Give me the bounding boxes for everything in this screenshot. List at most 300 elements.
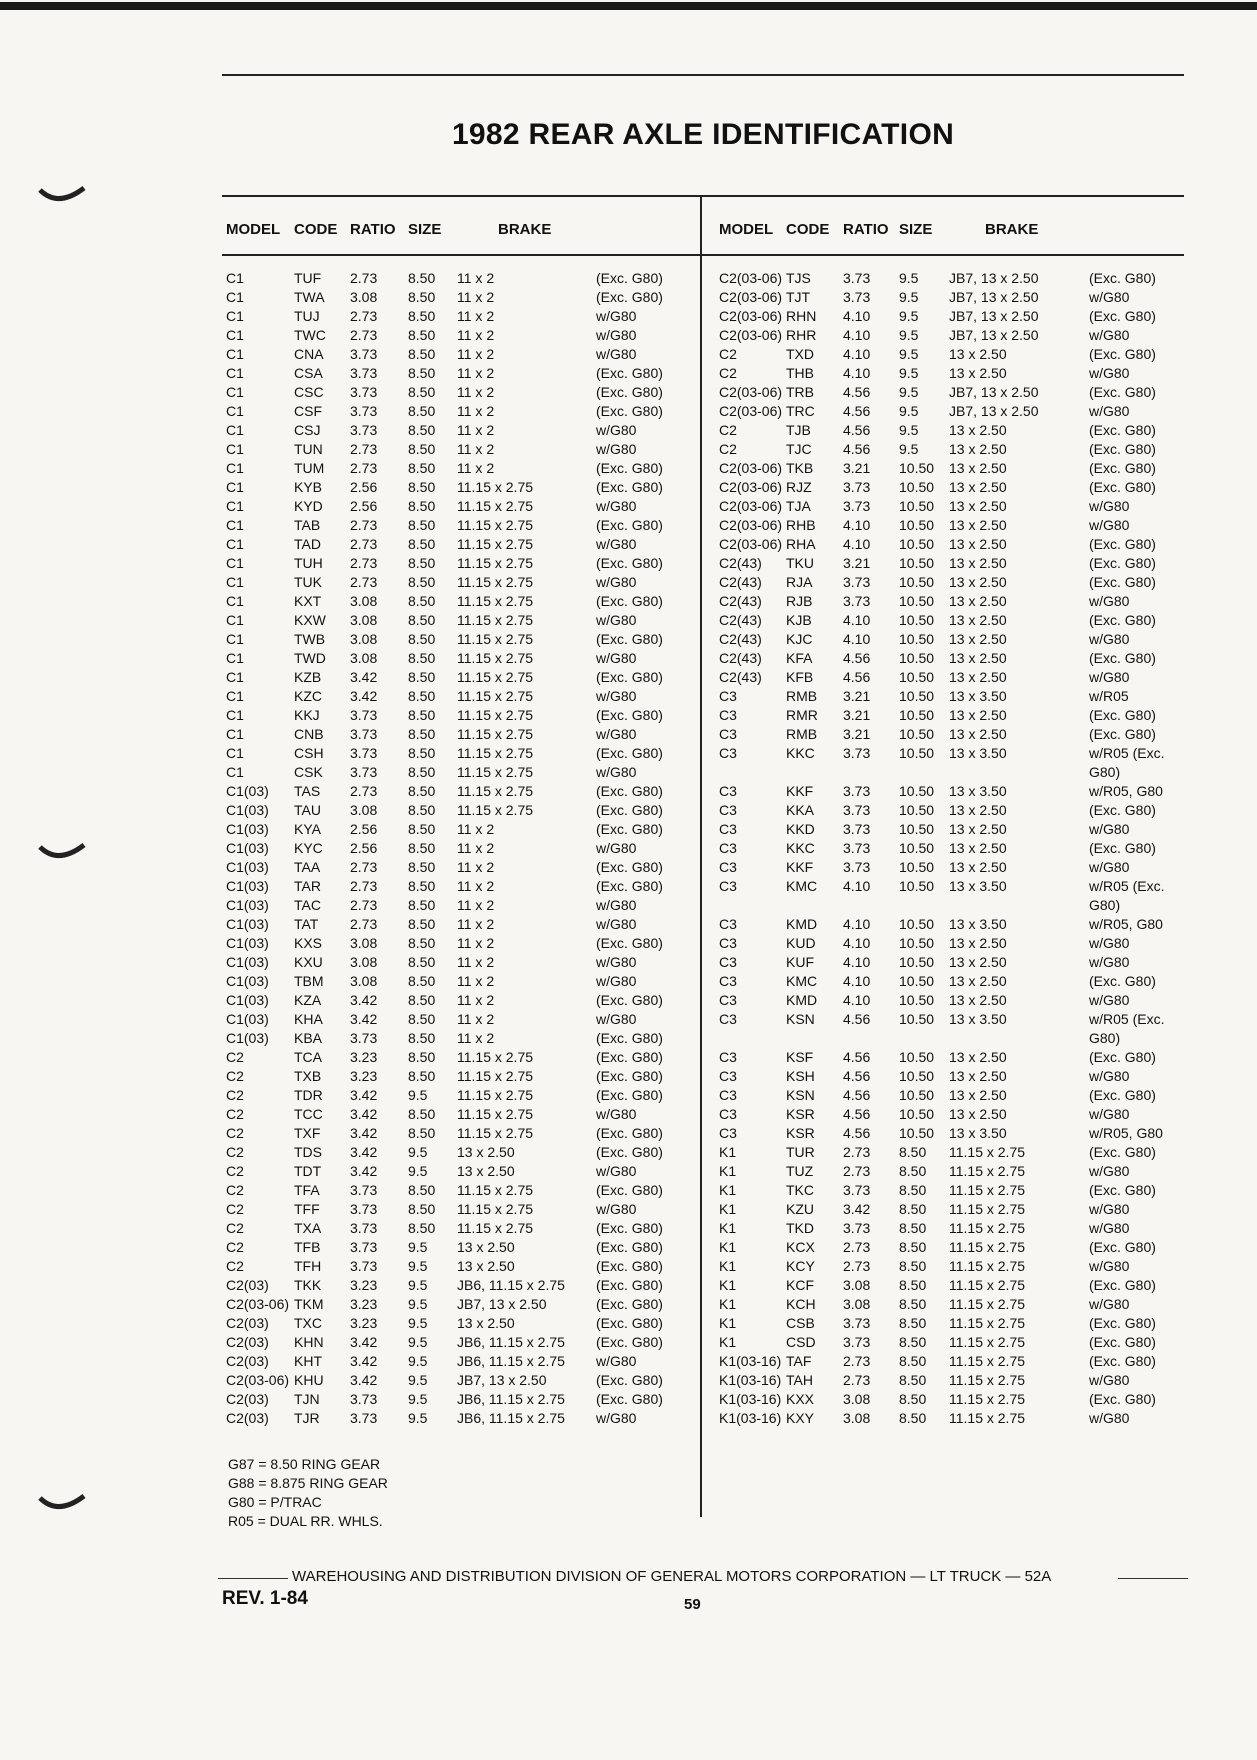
brake-cell: JB7, 13 x 2.50	[457, 1296, 547, 1312]
code-cell: KFA	[786, 650, 813, 666]
ratio-cell: 4.10	[843, 327, 871, 343]
note-cell: w/G80	[596, 1163, 637, 1179]
note-cell: (Exc. G80)	[596, 1239, 663, 1255]
model-cell: C1(03)	[226, 916, 269, 932]
note-cell: (Exc. G80)	[596, 859, 663, 875]
note-cell: (Exc. G80)	[596, 460, 663, 476]
size-cell: 9.5	[408, 1410, 428, 1426]
model-cell: C2	[226, 1182, 244, 1198]
size-cell: 10.50	[899, 802, 935, 818]
footer-division-text: WAREHOUSING AND DISTRIBUTION DIVISION OF GENERAL MOTORS CORPORATION — LT TRUCK — 52A	[292, 1568, 1052, 1585]
code-cell: KFB	[786, 669, 814, 685]
model-cell: C1	[226, 403, 244, 419]
note-cell: (Exc. G80)	[1089, 650, 1156, 666]
size-cell: 10.50	[899, 631, 935, 647]
size-cell: 8.50	[899, 1391, 927, 1407]
size-cell: 8.50	[899, 1163, 927, 1179]
ratio-cell: 3.73	[350, 745, 378, 761]
note-cell: (Exc. G80)	[596, 783, 663, 799]
ratio-cell: 4.56	[843, 650, 871, 666]
model-cell: C1	[226, 688, 244, 704]
ratio-cell: 3.73	[843, 1334, 871, 1350]
model-cell: C2	[226, 1239, 244, 1255]
code-cell: TFH	[294, 1258, 322, 1274]
brake-cell: 11 x 2	[457, 821, 495, 837]
brake-cell: JB6, 11.15 x 2.75	[457, 1277, 565, 1293]
code-cell: TFF	[294, 1201, 320, 1217]
code-cell: TAU	[294, 802, 321, 818]
code-cell: KYD	[294, 498, 323, 514]
ratio-cell: 4.10	[843, 308, 871, 324]
model-cell: C3	[719, 707, 737, 723]
ratio-cell: 3.73	[843, 1315, 871, 1331]
footer-rule-left	[218, 1578, 288, 1579]
note-cell: w/G80	[1089, 1372, 1130, 1388]
size-cell: 9.5	[899, 270, 919, 286]
code-cell: TDS	[294, 1144, 322, 1160]
brake-cell: JB6, 11.15 x 2.75	[457, 1391, 565, 1407]
note-cell: w/G80	[1089, 1106, 1130, 1122]
size-cell: 10.50	[899, 916, 935, 932]
header-model: MODEL	[719, 221, 774, 238]
note-cell: (Exc. G80)	[596, 1068, 663, 1084]
model-cell: C3	[719, 688, 737, 704]
code-cell: KSH	[786, 1068, 815, 1084]
ratio-cell: 2.73	[350, 517, 378, 533]
brake-cell: 13 x 3.50	[949, 916, 1007, 932]
size-cell: 8.50	[408, 479, 436, 495]
code-cell: RHB	[786, 517, 816, 533]
size-cell: 8.50	[408, 612, 436, 628]
model-cell: K1	[719, 1296, 737, 1312]
page-number: 59	[684, 1596, 701, 1613]
ratio-cell: 2.73	[843, 1144, 871, 1160]
brake-cell: 11.15 x 2.75	[457, 498, 534, 514]
ratio-cell: 2.73	[350, 270, 378, 286]
note-cell: (Exc. G80)	[1089, 726, 1156, 742]
brake-cell: 13 x 2.50	[949, 973, 1007, 989]
size-cell: 10.50	[899, 479, 935, 495]
size-cell: 9.5	[899, 422, 919, 438]
ratio-cell: 3.42	[350, 1144, 378, 1160]
ratio-cell: 2.56	[350, 479, 378, 495]
brake-cell: 11 x 2	[457, 1011, 495, 1027]
code-cell: CSD	[786, 1334, 816, 1350]
model-cell: C1(03)	[226, 1011, 269, 1027]
brake-cell: 11.15 x 2.75	[949, 1410, 1026, 1426]
code-cell: TRC	[786, 403, 815, 419]
brake-cell: 13 x 2.50	[457, 1239, 515, 1255]
size-cell: 9.5	[899, 308, 919, 324]
header-size: SIZE	[899, 221, 933, 238]
size-cell: 8.50	[408, 669, 436, 685]
size-cell: 9.5	[408, 1334, 428, 1350]
model-cell: C1	[226, 669, 244, 685]
legend-item: G87 = 8.50 RING GEAR	[228, 1456, 381, 1472]
code-cell: TXF	[294, 1125, 321, 1141]
code-cell: TBM	[294, 973, 324, 989]
footer-rule-right	[1118, 1578, 1188, 1579]
model-cell: C3	[719, 1087, 737, 1103]
code-cell: CNA	[294, 346, 324, 362]
model-cell: C3	[719, 935, 737, 951]
ratio-cell: 4.10	[843, 517, 871, 533]
size-cell: 8.50	[408, 1030, 436, 1046]
note-cell: w/G80	[596, 764, 637, 780]
model-cell: C1	[226, 422, 244, 438]
ratio-cell: 4.10	[843, 935, 871, 951]
model-cell: C2(43)	[719, 612, 762, 628]
model-cell: C1(03)	[226, 973, 269, 989]
page-title: 1982 REAR AXLE IDENTIFICATION	[451, 118, 955, 151]
note-cell: (Exc. G80)	[596, 1391, 663, 1407]
size-cell: 8.50	[408, 992, 436, 1008]
code-cell: RJZ	[786, 479, 812, 495]
size-cell: 8.50	[899, 1296, 927, 1312]
code-cell: TUN	[294, 441, 323, 457]
size-cell: 8.50	[899, 1239, 927, 1255]
note-cell: (Exc. G80)	[1089, 308, 1156, 324]
size-cell: 8.50	[408, 1106, 436, 1122]
size-cell: 10.50	[899, 1068, 935, 1084]
model-cell: C2	[226, 1144, 244, 1160]
size-cell: 10.50	[899, 1125, 935, 1141]
brake-cell: 13 x 2.50	[949, 802, 1007, 818]
model-cell: C1(03)	[226, 992, 269, 1008]
code-cell: TDR	[294, 1087, 323, 1103]
model-cell: C3	[719, 859, 737, 875]
ratio-cell: 2.73	[350, 327, 378, 343]
code-cell: KSN	[786, 1011, 815, 1027]
code-cell: KCF	[786, 1277, 814, 1293]
model-cell: C2	[226, 1125, 244, 1141]
size-cell: 9.5	[408, 1258, 428, 1274]
model-cell: C1	[226, 479, 244, 495]
brake-cell: 13 x 2.50	[949, 593, 1007, 609]
note-cell: w/G80	[1089, 1163, 1130, 1179]
ratio-cell: 3.73	[843, 1182, 871, 1198]
brake-cell: 11 x 2	[457, 308, 495, 324]
size-cell: 8.50	[408, 1182, 436, 1198]
brake-cell: 13 x 2.50	[949, 441, 1007, 457]
brake-cell: 11 x 2	[457, 916, 495, 932]
size-cell: 10.50	[899, 555, 935, 571]
size-cell: 8.50	[408, 1125, 436, 1141]
size-cell: 9.5	[899, 403, 919, 419]
code-cell: KXT	[294, 593, 322, 609]
code-cell: RJB	[786, 593, 813, 609]
size-cell: 8.50	[408, 935, 436, 951]
ratio-cell: 2.73	[350, 441, 378, 457]
note-cell: (Exc. G80)	[1089, 1353, 1156, 1369]
note-cell: (Exc. G80)	[596, 1087, 663, 1103]
note-cell: (Exc. G80)	[596, 555, 663, 571]
code-cell: KHA	[294, 1011, 323, 1027]
ratio-cell: 2.73	[350, 859, 378, 875]
brake-cell: 11.15 x 2.75	[949, 1258, 1026, 1274]
ratio-cell: 4.10	[843, 536, 871, 552]
brake-cell: 11 x 2	[457, 897, 495, 913]
size-cell: 9.5	[408, 1315, 428, 1331]
code-cell: CSK	[294, 764, 323, 780]
ratio-cell: 3.73	[350, 764, 378, 780]
size-cell: 10.50	[899, 669, 935, 685]
code-cell: TUZ	[786, 1163, 814, 1179]
model-cell: C3	[719, 973, 737, 989]
model-cell: C2(03-06)	[719, 479, 783, 495]
size-cell: 10.50	[899, 688, 935, 704]
code-cell: TJS	[786, 270, 811, 286]
brake-cell: 13 x 2.50	[949, 612, 1007, 628]
code-cell: TJA	[786, 498, 811, 514]
note-cell: w/G80	[596, 973, 637, 989]
size-cell: 8.50	[899, 1410, 927, 1426]
brake-cell: 13 x 3.50	[949, 783, 1007, 799]
ratio-cell: 2.73	[350, 536, 378, 552]
brake-cell: 11 x 2	[457, 270, 495, 286]
size-cell: 8.50	[408, 1201, 436, 1217]
model-cell: C3	[719, 1125, 737, 1141]
model-cell: C1	[226, 612, 244, 628]
size-cell: 8.50	[899, 1353, 927, 1369]
size-cell: 10.50	[899, 992, 935, 1008]
size-cell: 8.50	[408, 688, 436, 704]
model-cell: C3	[719, 745, 737, 761]
ratio-cell: 3.42	[350, 1353, 378, 1369]
size-cell: 8.50	[408, 821, 436, 837]
note-cell: w/G80	[596, 1106, 637, 1122]
ratio-cell: 4.10	[843, 612, 871, 628]
ratio-cell: 3.73	[843, 270, 871, 286]
code-cell: KUF	[786, 954, 814, 970]
ratio-cell: 3.08	[350, 593, 378, 609]
size-cell: 8.50	[408, 745, 436, 761]
ratio-cell: 3.73	[843, 840, 871, 856]
size-cell: 10.50	[899, 650, 935, 666]
code-cell: KMD	[786, 992, 818, 1008]
note-cell: w/G80	[596, 954, 637, 970]
ratio-cell: 3.73	[843, 1220, 871, 1236]
note-cell: (Exc. G80)	[1089, 422, 1156, 438]
note-cell: (Exc. G80)	[1089, 802, 1156, 818]
brake-cell: 11 x 2	[457, 840, 495, 856]
note-cell: G80)	[1089, 764, 1121, 780]
note-cell: w/G80	[596, 726, 637, 742]
brake-cell: 11 x 2	[457, 460, 495, 476]
size-cell: 8.50	[408, 1068, 436, 1084]
brake-cell: 11.15 x 2.75	[457, 631, 534, 647]
note-cell: w/G80	[1089, 1201, 1130, 1217]
note-cell: (Exc. G80)	[1089, 707, 1156, 723]
code-cell: TKB	[786, 460, 814, 476]
note-cell: (Exc. G80)	[596, 935, 663, 951]
size-cell: 9.5	[408, 1087, 428, 1103]
size-cell: 8.50	[899, 1277, 927, 1293]
note-cell: (Exc. G80)	[1089, 840, 1156, 856]
code-cell: KSR	[786, 1106, 815, 1122]
note-cell: w/G80	[1089, 498, 1130, 514]
brake-cell: 11.15 x 2.75	[457, 688, 534, 704]
legend-item: G80 = P/TRAC	[228, 1494, 322, 1510]
size-cell: 8.50	[899, 1201, 927, 1217]
note-cell: (Exc. G80)	[596, 1030, 663, 1046]
model-cell: K1(03-16)	[719, 1353, 782, 1369]
brake-cell: 13 x 2.50	[457, 1258, 515, 1274]
note-cell: w/G80	[1089, 821, 1130, 837]
note-cell: w/G80	[1089, 1258, 1130, 1274]
header-code: CODE	[294, 221, 338, 238]
code-cell: KKF	[786, 783, 814, 799]
model-cell: C2	[226, 1258, 244, 1274]
code-cell: KHU	[294, 1372, 324, 1388]
code-cell: TWA	[294, 289, 325, 305]
note-cell: w/G80	[1089, 992, 1130, 1008]
note-cell: w/R05, G80	[1089, 783, 1163, 799]
ratio-cell: 2.73	[350, 574, 378, 590]
ratio-cell: 4.10	[843, 878, 871, 894]
model-cell: C1	[226, 707, 244, 723]
model-cell: K1	[719, 1163, 737, 1179]
note-cell: (Exc. G80)	[596, 1220, 663, 1236]
ratio-cell: 3.42	[350, 1334, 378, 1350]
binder-hole-mark	[38, 843, 88, 863]
brake-cell: JB7, 13 x 2.50	[949, 289, 1039, 305]
brake-cell: 13 x 2.50	[457, 1163, 515, 1179]
size-cell: 10.50	[899, 1049, 935, 1065]
model-cell: C2	[226, 1106, 244, 1122]
ratio-cell: 3.21	[843, 707, 871, 723]
ratio-cell: 4.56	[843, 1106, 871, 1122]
size-cell: 8.50	[408, 517, 436, 533]
brake-cell: 11 x 2	[457, 878, 495, 894]
note-cell: (Exc. G80)	[1089, 1334, 1156, 1350]
size-cell: 10.50	[899, 574, 935, 590]
model-cell: C1	[226, 631, 244, 647]
note-cell: (Exc. G80)	[596, 1182, 663, 1198]
model-cell: C1(03)	[226, 840, 269, 856]
code-cell: KMD	[786, 916, 818, 932]
note-cell: w/G80	[1089, 289, 1130, 305]
model-cell: C2	[226, 1068, 244, 1084]
note-cell: (Exc. G80)	[596, 1049, 663, 1065]
header-model: MODEL	[226, 221, 281, 238]
model-cell: C2(43)	[719, 631, 762, 647]
code-cell: TRB	[786, 384, 814, 400]
ratio-cell: 3.08	[350, 612, 378, 628]
note-cell: (Exc. G80)	[596, 289, 663, 305]
brake-cell: 11.15 x 2.75	[949, 1353, 1026, 1369]
brake-cell: 13 x 2.50	[949, 479, 1007, 495]
brake-cell: JB6, 11.15 x 2.75	[457, 1410, 565, 1426]
size-cell: 9.5	[408, 1296, 428, 1312]
ratio-cell: 2.73	[350, 460, 378, 476]
note-cell: w/G80	[596, 612, 637, 628]
ratio-cell: 3.08	[843, 1391, 871, 1407]
model-cell: C1	[226, 517, 244, 533]
code-cell: KMC	[786, 973, 818, 989]
note-cell: w/R05, G80	[1089, 1125, 1163, 1141]
brake-cell: 11.15 x 2.75	[457, 1049, 534, 1065]
code-cell: KZA	[294, 992, 322, 1008]
ratio-cell: 3.73	[350, 384, 378, 400]
brake-cell: 11.15 x 2.75	[949, 1277, 1026, 1293]
size-cell: 10.50	[899, 726, 935, 742]
brake-cell: 11.15 x 2.75	[457, 479, 534, 495]
note-cell: (Exc. G80)	[596, 802, 663, 818]
ratio-cell: 3.73	[843, 821, 871, 837]
size-cell: 9.5	[408, 1144, 428, 1160]
code-cell: TWC	[294, 327, 326, 343]
header-brake: BRAKE	[985, 221, 1039, 238]
note-cell: (Exc. G80)	[1089, 479, 1156, 495]
size-cell: 10.50	[899, 859, 935, 875]
note-cell: w/R05, G80	[1089, 916, 1163, 932]
model-cell: C3	[719, 840, 737, 856]
size-cell: 8.50	[899, 1220, 927, 1236]
ratio-cell: 4.56	[843, 1087, 871, 1103]
brake-cell: 11 x 2	[457, 346, 495, 362]
note-cell: (Exc. G80)	[1089, 441, 1156, 457]
note-cell: (Exc. G80)	[1089, 1144, 1156, 1160]
size-cell: 8.50	[899, 1334, 927, 1350]
ratio-cell: 3.08	[350, 973, 378, 989]
brake-cell: 13 x 2.50	[949, 726, 1007, 742]
ratio-cell: 3.42	[350, 1106, 378, 1122]
ratio-cell: 3.73	[350, 1182, 378, 1198]
code-cell: RMB	[786, 726, 818, 742]
note-cell: w/G80	[1089, 327, 1130, 343]
model-cell: C1(03)	[226, 954, 269, 970]
size-cell: 10.50	[899, 612, 935, 628]
brake-cell: 11 x 2	[457, 422, 495, 438]
code-cell: RMR	[786, 707, 818, 723]
ratio-cell: 3.73	[350, 1391, 378, 1407]
code-cell: KUD	[786, 935, 816, 951]
note-cell: (Exc. G80)	[596, 479, 663, 495]
code-cell: TUR	[786, 1144, 815, 1160]
ratio-cell: 3.73	[843, 593, 871, 609]
code-cell: KKC	[786, 840, 815, 856]
brake-cell: 11.15 x 2.75	[457, 574, 534, 590]
header-brake: BRAKE	[498, 221, 552, 238]
code-cell: TKC	[786, 1182, 814, 1198]
size-cell: 8.50	[408, 327, 436, 343]
brake-cell: 13 x 2.50	[949, 631, 1007, 647]
code-cell: KCX	[786, 1239, 815, 1255]
size-cell: 10.50	[899, 821, 935, 837]
size-cell: 8.50	[408, 726, 436, 742]
note-cell: (Exc. G80)	[596, 1296, 663, 1312]
brake-cell: 11.15 x 2.75	[457, 536, 534, 552]
code-cell: CSA	[294, 365, 323, 381]
ratio-cell: 3.08	[350, 631, 378, 647]
note-cell: w/G80	[596, 574, 637, 590]
note-cell: G80)	[1089, 1030, 1121, 1046]
brake-cell: 13 x 2.50	[949, 954, 1007, 970]
brake-cell: 11 x 2	[457, 954, 495, 970]
legend-item: R05 = DUAL RR. WHLS.	[228, 1513, 383, 1529]
ratio-cell: 3.21	[843, 555, 871, 571]
brake-cell: 13 x 2.50	[949, 669, 1007, 685]
size-cell: 9.5	[899, 384, 919, 400]
ratio-cell: 2.73	[843, 1372, 871, 1388]
brake-cell: 11.15 x 2.75	[457, 555, 534, 571]
size-cell: 8.50	[408, 764, 436, 780]
model-cell: K1	[719, 1201, 737, 1217]
model-cell: C3	[719, 992, 737, 1008]
code-cell: KXX	[786, 1391, 815, 1407]
brake-cell: JB7, 13 x 2.50	[949, 403, 1039, 419]
